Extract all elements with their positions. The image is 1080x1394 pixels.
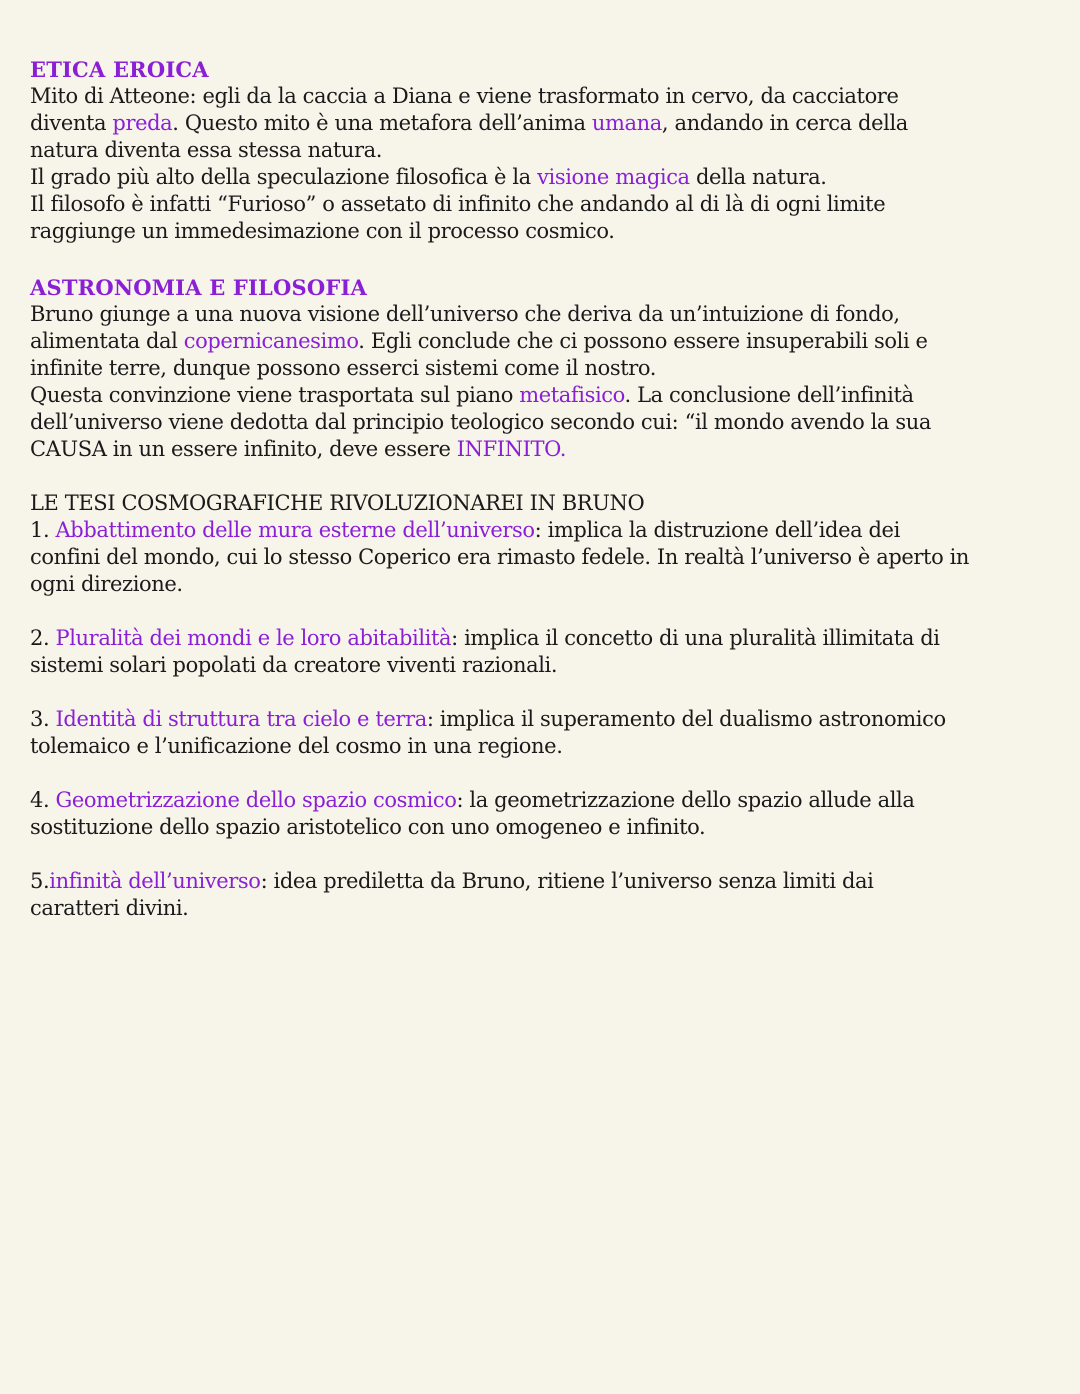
highlight-term: Pluralità dei mondi e le loro abitabilità: [55, 626, 452, 650]
text: alimentata dal: [30, 329, 184, 353]
text: infinite terre, dunque possono esserci sistemi come il nostro.: [30, 356, 657, 380]
paragraph-line: [30, 571, 1055, 598]
highlight-term: preda: [112, 111, 173, 135]
paragraph-line: [30, 544, 1055, 571]
spacer: [30, 760, 1055, 787]
highlight-term: INFINITO.: [456, 437, 567, 461]
text: : implica la distruzione dell’idea dei: [534, 518, 900, 542]
list-item: [30, 706, 1055, 760]
highlight-term: umana: [591, 111, 662, 135]
text: : implica il superamento del dualismo astronomico: [426, 707, 946, 731]
item-number: 2.: [30, 626, 56, 650]
highlight-term: visione magica: [537, 165, 690, 189]
text: caratteri divini.: [30, 896, 189, 920]
section-title: ASTRONOMIA E FILOSOFIA: [30, 275, 367, 300]
text: sistemi solari popolati da creatore viventi razionali.: [30, 653, 558, 677]
paragraph-line: [30, 814, 1055, 841]
text: CAUSA in un essere infinito, deve essere: [30, 437, 457, 461]
text: dell’universo viene dedotta dal principio teologico secondo cui: “il mondo avendo la sua: [30, 410, 931, 434]
list-item: [30, 787, 1055, 841]
spacer: [30, 463, 1055, 490]
text: raggiunge un immedesimazione con il processo cosmico.: [30, 219, 615, 243]
paragraph-line: [30, 301, 1055, 328]
list-item: [30, 868, 1055, 922]
paragraph-line: [30, 787, 1055, 814]
paragraph-line: [30, 355, 1055, 382]
paragraph-line: [30, 328, 1055, 355]
section-title: ETICA EROICA: [30, 57, 209, 82]
text: diventa: [30, 111, 113, 135]
paragraph-line: [30, 218, 1055, 245]
section-etica-eroica: [30, 56, 1055, 245]
text: Bruno giunge a una nuova visione dell’universo che deriva da un’intuizione di fondo,: [30, 302, 900, 326]
text: . La conclusione dell’infinità: [624, 383, 914, 407]
text: tolemaico e l’unificazione del cosmo in una regione.: [30, 734, 563, 758]
paragraph-line: [30, 191, 1055, 218]
highlight-term: Identità di struttura tra cielo e terra: [55, 707, 427, 731]
spacer: [30, 841, 1055, 868]
highlight-term: copernicanesimo: [183, 329, 359, 353]
text: : idea prediletta da Bruno, ritiene l’universo senza limiti dai: [260, 869, 874, 893]
text: sostituzione dello spazio aristotelico con uno omogeneo e infinito.: [30, 815, 706, 839]
highlight-term: Geometrizzazione dello spazio cosmico: [55, 788, 457, 812]
item-number: 3.: [30, 707, 56, 731]
spacer: [30, 598, 1055, 625]
text: natura diventa essa stessa natura.: [30, 138, 383, 162]
paragraph-line: [30, 436, 1055, 463]
paragraph-line: [30, 409, 1055, 436]
text: . Questo mito è una metafora dell’anima: [172, 111, 592, 135]
highlight-term: metafisico: [519, 383, 625, 407]
text: confini del mondo, cui lo stesso Coperico era rimasto fedele. In realtà l’universo è aperto in: [30, 545, 970, 569]
paragraph-line: [30, 517, 1055, 544]
text: . Egli conclude che ci possono essere insuperabili soli e: [358, 329, 928, 353]
text: ogni direzione.: [30, 572, 183, 596]
paragraph-line: [30, 652, 1055, 679]
paragraph-line: [30, 83, 1055, 110]
text: , andando in cerca della: [661, 111, 908, 135]
paragraph-line: [30, 895, 1055, 922]
text: Il filosofo è infatti “Furioso” o assetato di infinito che andando al di là di ogni limite: [30, 192, 886, 216]
text: della natura.: [689, 165, 827, 189]
paragraph-line: [30, 733, 1055, 760]
text: Mito di Atteone: egli da la caccia a Diana e viene trasformato in cervo, da cacciatore: [30, 84, 899, 108]
text: : la geometrizzazione dello spazio allude alla: [456, 788, 915, 812]
paragraph-line: [30, 164, 1055, 191]
paragraph-line: [30, 868, 1055, 895]
paragraph-line: [30, 625, 1055, 652]
text: : implica il concetto di una pluralità illimitata di: [451, 626, 940, 650]
spacer: [30, 679, 1055, 706]
document-page: [30, 56, 1055, 922]
spacer: [30, 245, 1055, 274]
item-number: 1.: [30, 518, 56, 542]
list-item: [30, 625, 1055, 679]
section-tesi-cosmografiche: [30, 490, 1055, 922]
paragraph-line: [30, 382, 1055, 409]
paragraph-line: [30, 706, 1055, 733]
item-number: 4.: [30, 788, 56, 812]
text: Il grado più alto della speculazione filosofica è la: [30, 165, 538, 189]
text: Questa convinzione viene trasportata sul piano: [30, 383, 520, 407]
paragraph-line: [30, 110, 1055, 137]
section-astronomia-filosofia: [30, 274, 1055, 463]
section-title: LE TESI COSMOGRAFICHE RIVOLUZIONAREI IN BRUNO: [30, 491, 645, 515]
list-item: [30, 517, 1055, 598]
highlight-term: Abbattimento delle mura esterne dell’universo: [55, 518, 535, 542]
paragraph-line: [30, 137, 1055, 164]
item-number: 5.: [30, 869, 50, 893]
highlight-term: infinità dell’universo: [49, 869, 261, 893]
